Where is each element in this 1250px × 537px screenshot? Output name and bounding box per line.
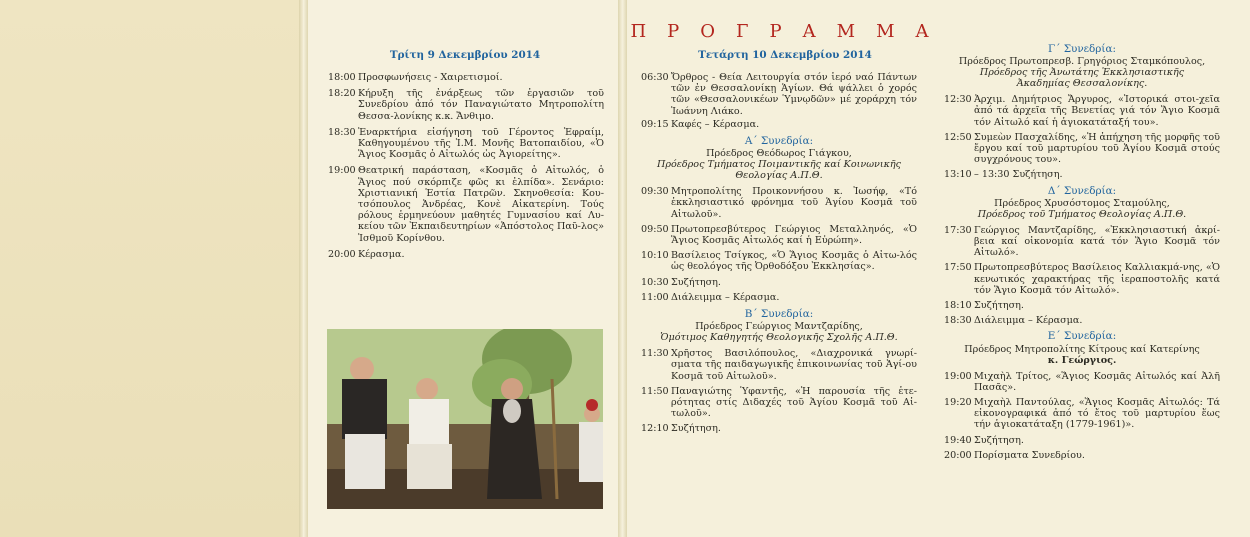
- schedule-time: 11:00: [641, 291, 669, 303]
- schedule-time: 06:30: [641, 72, 669, 83]
- schedule-text: Ἀρχιμ. Δημήτριος Ἄργυρος, «Ἱστορικά στοι-χεῖα ἀπό τά ἀρχεῖα τῆς Βενετίας γιά τόν Ἅγιο Κοσμᾶ τόν Αἰτωλό καί ἡ ἁγιοκατάταξή του».: [974, 94, 1220, 128]
- session-chair-role: Θεολογίας Α.Π.Θ.: [735, 170, 823, 182]
- schedule-time: 19:00: [944, 370, 972, 382]
- schedule-time: 17:50: [944, 262, 972, 274]
- schedule-text: Ὄρθρος - Θεία Λειτουργία στόν ἱερό ναό Πάντων τῶν ἐν Θεσσαλονίκῃ Ἁγίων. Θά ψάλλει ὁ χορός τῶν «Θεσσαλονικέων Ὑμνῳδῶν» μέ χοράρχη τόν Ἰωάννη Λιάκο.: [671, 72, 917, 117]
- schedule-item: [641, 119, 917, 130]
- schedule-text: Βασίλειος Τσίγκος, «Ὁ Ἅγιος Κοσμᾶς ὁ Αἰτω-λός ὡς θεολόγος τῆς Ὀρθοδόξου Ἐκκλησίας».: [671, 250, 917, 273]
- session-chair: Πρόεδρος Θεόδωρος Γιάγκου,: [706, 148, 852, 160]
- schedule-time: 18:30: [944, 315, 972, 327]
- schedule-item: [641, 348, 917, 382]
- schedule-time: 09:15: [641, 118, 669, 130]
- schedule-item: [944, 225, 1220, 259]
- schedule-text: Παναγιώτης Ὑφαντῆς, «Ἡ παρουσία τῆς ἑτε-ρότητας στίς Διδαχές τοῦ Ἁγίου Κοσμᾶ τοῦ Αἰ-τωλοῦ».: [671, 385, 917, 420]
- schedule-time: 12:30: [944, 94, 972, 106]
- schedule-time: 10:10: [641, 250, 669, 262]
- schedule-text: Ἐναρκτήρια εἰσήγηση τοῦ Γέροντος Ἐφραίμ, Καθηγουμένου τῆς Ἱ.Μ. Μονῆς Βατοπαιδίου, «Ὁ Ἅγιος Κοσμᾶς ὁ Αἰτωλός ὡς Ἁγιορείτης».: [358, 126, 604, 161]
- schedule-text: Γεώργιος Μαντζαρίδης, «Ἐκκλησιαστική ἀκρί-βεια καί οἰκονομία κατά τόν Ἅγιο Κοσμᾶ τόν Αἰτωλό».: [974, 224, 1220, 259]
- schedule-text: Συζήτηση.: [671, 276, 721, 288]
- schedule-time: 18:20: [328, 88, 356, 100]
- schedule-item: [641, 224, 917, 246]
- schedule-item: [944, 169, 1220, 180]
- fold-line: [618, 0, 627, 537]
- schedule-item: [944, 300, 1220, 311]
- session-chair: Πρόεδρος Χρυσόστομος Σταμούλης,: [994, 197, 1170, 209]
- schedule-text: Μιχαὴλ Παντούλας, «Ἅγιος Κοσμᾶς Αἰτωλός: Τά εἰκονογραφικά ἀπό τό ἔτος τοῦ μαρτυρίου ἕως τήν ἁγιοκατάταξη (1779-1961)».: [974, 397, 1220, 431]
- session-chair-role: Ἀκαδημίας Θεσσαλονίκης.: [1016, 78, 1148, 90]
- schedule-time: 18:10: [944, 300, 972, 312]
- schedule-item: [641, 423, 917, 434]
- schedule-item: [944, 315, 1220, 326]
- schedule-time: 09:30: [641, 186, 669, 198]
- schedule-text: Μητροπολίτης Προικοννήσου κ. Ἰωσήφ, «Τό ἐκκλησιαστικό φρόνημα τοῦ Ἁγίου Κοσμᾶ τοῦ Αἰτωλοῦ».: [671, 186, 917, 220]
- schedule-text: Συζήτηση.: [974, 434, 1024, 446]
- schedule-time: 18:00: [328, 72, 356, 83]
- day2-date: Τετάρτη 10 Δεκεμβρίου 2014: [698, 49, 872, 61]
- schedule-text: – 13:30 Συζήτηση.: [974, 169, 1063, 181]
- session-chair-role: Πρόεδρος τοῦ Τμήματος Θεολογίας Α.Π.Θ.: [977, 208, 1187, 220]
- session-chair: Πρόεδρος Μητροπολίτης Κίτρους καί Κατερίνης: [964, 343, 1200, 355]
- session-title: Β΄ Συνεδρία:: [744, 308, 814, 321]
- day1-date: Τρίτη 9 Δεκεμβρίου 2014: [389, 49, 541, 61]
- schedule-text: Θεατρική παράσταση, «Κοσμᾶς ὁ Αἰτωλός, ὁ Ἅγιος πού σκόρπιζε φῶς κι ἐλπίδα». Σενάριο: Χριστιανική Ἑστία Πατρῶν. Σκηνοθεσία: Κου-τσόπουλος Ἀνδρέας, Κονὲ Αἰκατερίνη. Τούς ρόλους ἑρμηνεύουν μαθητές Γυμνασίου καί Λυ-κείου τῶν Ἐκπαιδευτηρίων «Ἀπόστολος Παῦ-λος» Ἰσθμοῦ Κορίνθου.: [358, 165, 604, 244]
- schedule-text: Συμεὼν Πασχαλίδης, «Ἡ ἀπήχηση τῆς μορφῆς τοῦ ἔργου καί τοῦ μαρτυρίου τοῦ Ἁγίου Κοσμᾶ στούς συγχρόνους του».: [974, 131, 1220, 166]
- schedule-text: Μιχαὴλ Τρίτος, «Ἅγιος Κοσμᾶς Αἰτωλός καί Ἀλῆ Πασᾶς».: [974, 370, 1220, 393]
- schedule-item: [641, 186, 917, 220]
- schedule-time: 12:50: [944, 131, 972, 143]
- left-panel: [0, 0, 303, 537]
- schedule-item: [641, 250, 917, 272]
- schedule-item: [944, 435, 1220, 446]
- schedule-text: Κήρυξη τῆς ἐνάρξεως τῶν ἐργασιῶν τοῦ Συνεδρίου ἀπό τόν Παναγιώτατο Μητροπολίτη Θεσσα-λονίκης κ.κ. Ἄνθιμο.: [358, 88, 604, 122]
- play-photo: [327, 329, 603, 509]
- schedule-text: Διάλειμμα – Κέρασμα.: [671, 291, 780, 303]
- schedule-text: Πρωτοπρεσβύτερος Βασίλειος Καλλιακμά-νης, «Ὁ κενωτικός χαρακτήρας τῆς ἱεραποστολῆς κατά τόν Ἅγιο Κοσμᾶ τόν Αἰτωλό».: [974, 262, 1220, 296]
- session-chair-role: Πρόεδρος τῆς Ἀνωτάτης Ἐκκλησιαστικῆς: [979, 67, 1185, 79]
- session-chair: Πρόεδρος Γεώργιος Μαντζαρίδης,: [695, 321, 863, 333]
- schedule-text: Συζήτηση.: [671, 423, 721, 435]
- schedule-time: 18:30: [328, 126, 356, 138]
- schedule-item: [641, 386, 917, 420]
- schedule-time: 12:10: [641, 423, 669, 435]
- schedule-time: 11:30: [641, 348, 669, 360]
- schedule-time: 09:50: [641, 223, 669, 235]
- schedule-item: [944, 371, 1220, 393]
- schedule-item: [641, 277, 917, 288]
- schedule-time: 10:30: [641, 276, 669, 288]
- schedule-text: Χρῆστος Βασιλόπουλος, «Διαχρονικά γνωρί-σματα τῆς παιδαγωγικῆς ἐπικοινωνίας τοῦ Ἁγί-ου Κοσμᾶ τοῦ Αἰτωλοῦ».: [671, 348, 917, 382]
- schedule-item: [328, 165, 604, 243]
- schedule-item: [944, 450, 1220, 461]
- schedule-item: [328, 127, 604, 161]
- schedule-text: Πρωτοπρεσβύτερος Γεώργιος Μεταλληνός, «Ὁ Ἅγιος Κοσμᾶς Αἰτωλός καί ἡ Εὐρώπη».: [671, 223, 917, 247]
- schedule-text: Κέρασμα.: [358, 248, 405, 260]
- schedule-time: 17:30: [944, 224, 972, 236]
- schedule-text: Πορίσματα Συνεδρίου.: [974, 449, 1085, 461]
- schedule-text: Προσφωνήσεις - Χαιρετισμοί.: [358, 72, 503, 83]
- session-title: Δ΄ Συνεδρία:: [1047, 184, 1117, 197]
- session-title: Ε΄ Συνεδρία:: [1047, 330, 1117, 343]
- schedule-time: 20:00: [944, 449, 972, 461]
- schedule-time: 13:10: [944, 169, 972, 181]
- fold-line: [299, 0, 308, 537]
- schedule-item: [328, 72, 604, 83]
- schedule-item: [328, 88, 604, 122]
- schedule-text: Καφές – Κέρασμα.: [671, 118, 760, 130]
- session-title: Γ΄ Συνεδρία:: [1047, 43, 1117, 55]
- program-title: ΠΡΟΓΡΑΜΜΑ: [630, 21, 950, 42]
- schedule-item: [944, 94, 1220, 128]
- schedule-time: 20:00: [328, 248, 356, 260]
- session-chair-role: Πρόεδρος Τμήματος Ποιμαντικῆς καί Κοινωνικῆς: [656, 159, 902, 171]
- schedule-item: [944, 132, 1220, 166]
- schedule-text: Συζήτηση.: [974, 300, 1024, 312]
- schedule-item: [944, 397, 1220, 431]
- session-chair-role: Ὁμότιμος Καθηγητής Θεολογικῆς Σχολῆς Α.Π.Θ.: [660, 332, 898, 344]
- schedule-time: 19:20: [944, 397, 972, 409]
- schedule-item: [328, 249, 604, 260]
- schedule-item: [944, 262, 1220, 296]
- schedule-item: [641, 292, 917, 303]
- session-chair: κ. Γεώργιος.: [1047, 354, 1117, 366]
- schedule-time: 19:00: [328, 165, 356, 177]
- schedule-time: 11:50: [641, 385, 669, 397]
- schedule-item: [641, 72, 917, 117]
- schedule-text: Διάλειμμα – Κέρασμα.: [974, 315, 1083, 327]
- schedule-time: 19:40: [944, 434, 972, 446]
- session-title: Α΄ Συνεδρία:: [744, 135, 814, 148]
- session-chair: Πρόεδρος Πρωτοπρεσβ. Γρηγόριος Σταμκόπουλος,: [958, 56, 1206, 68]
